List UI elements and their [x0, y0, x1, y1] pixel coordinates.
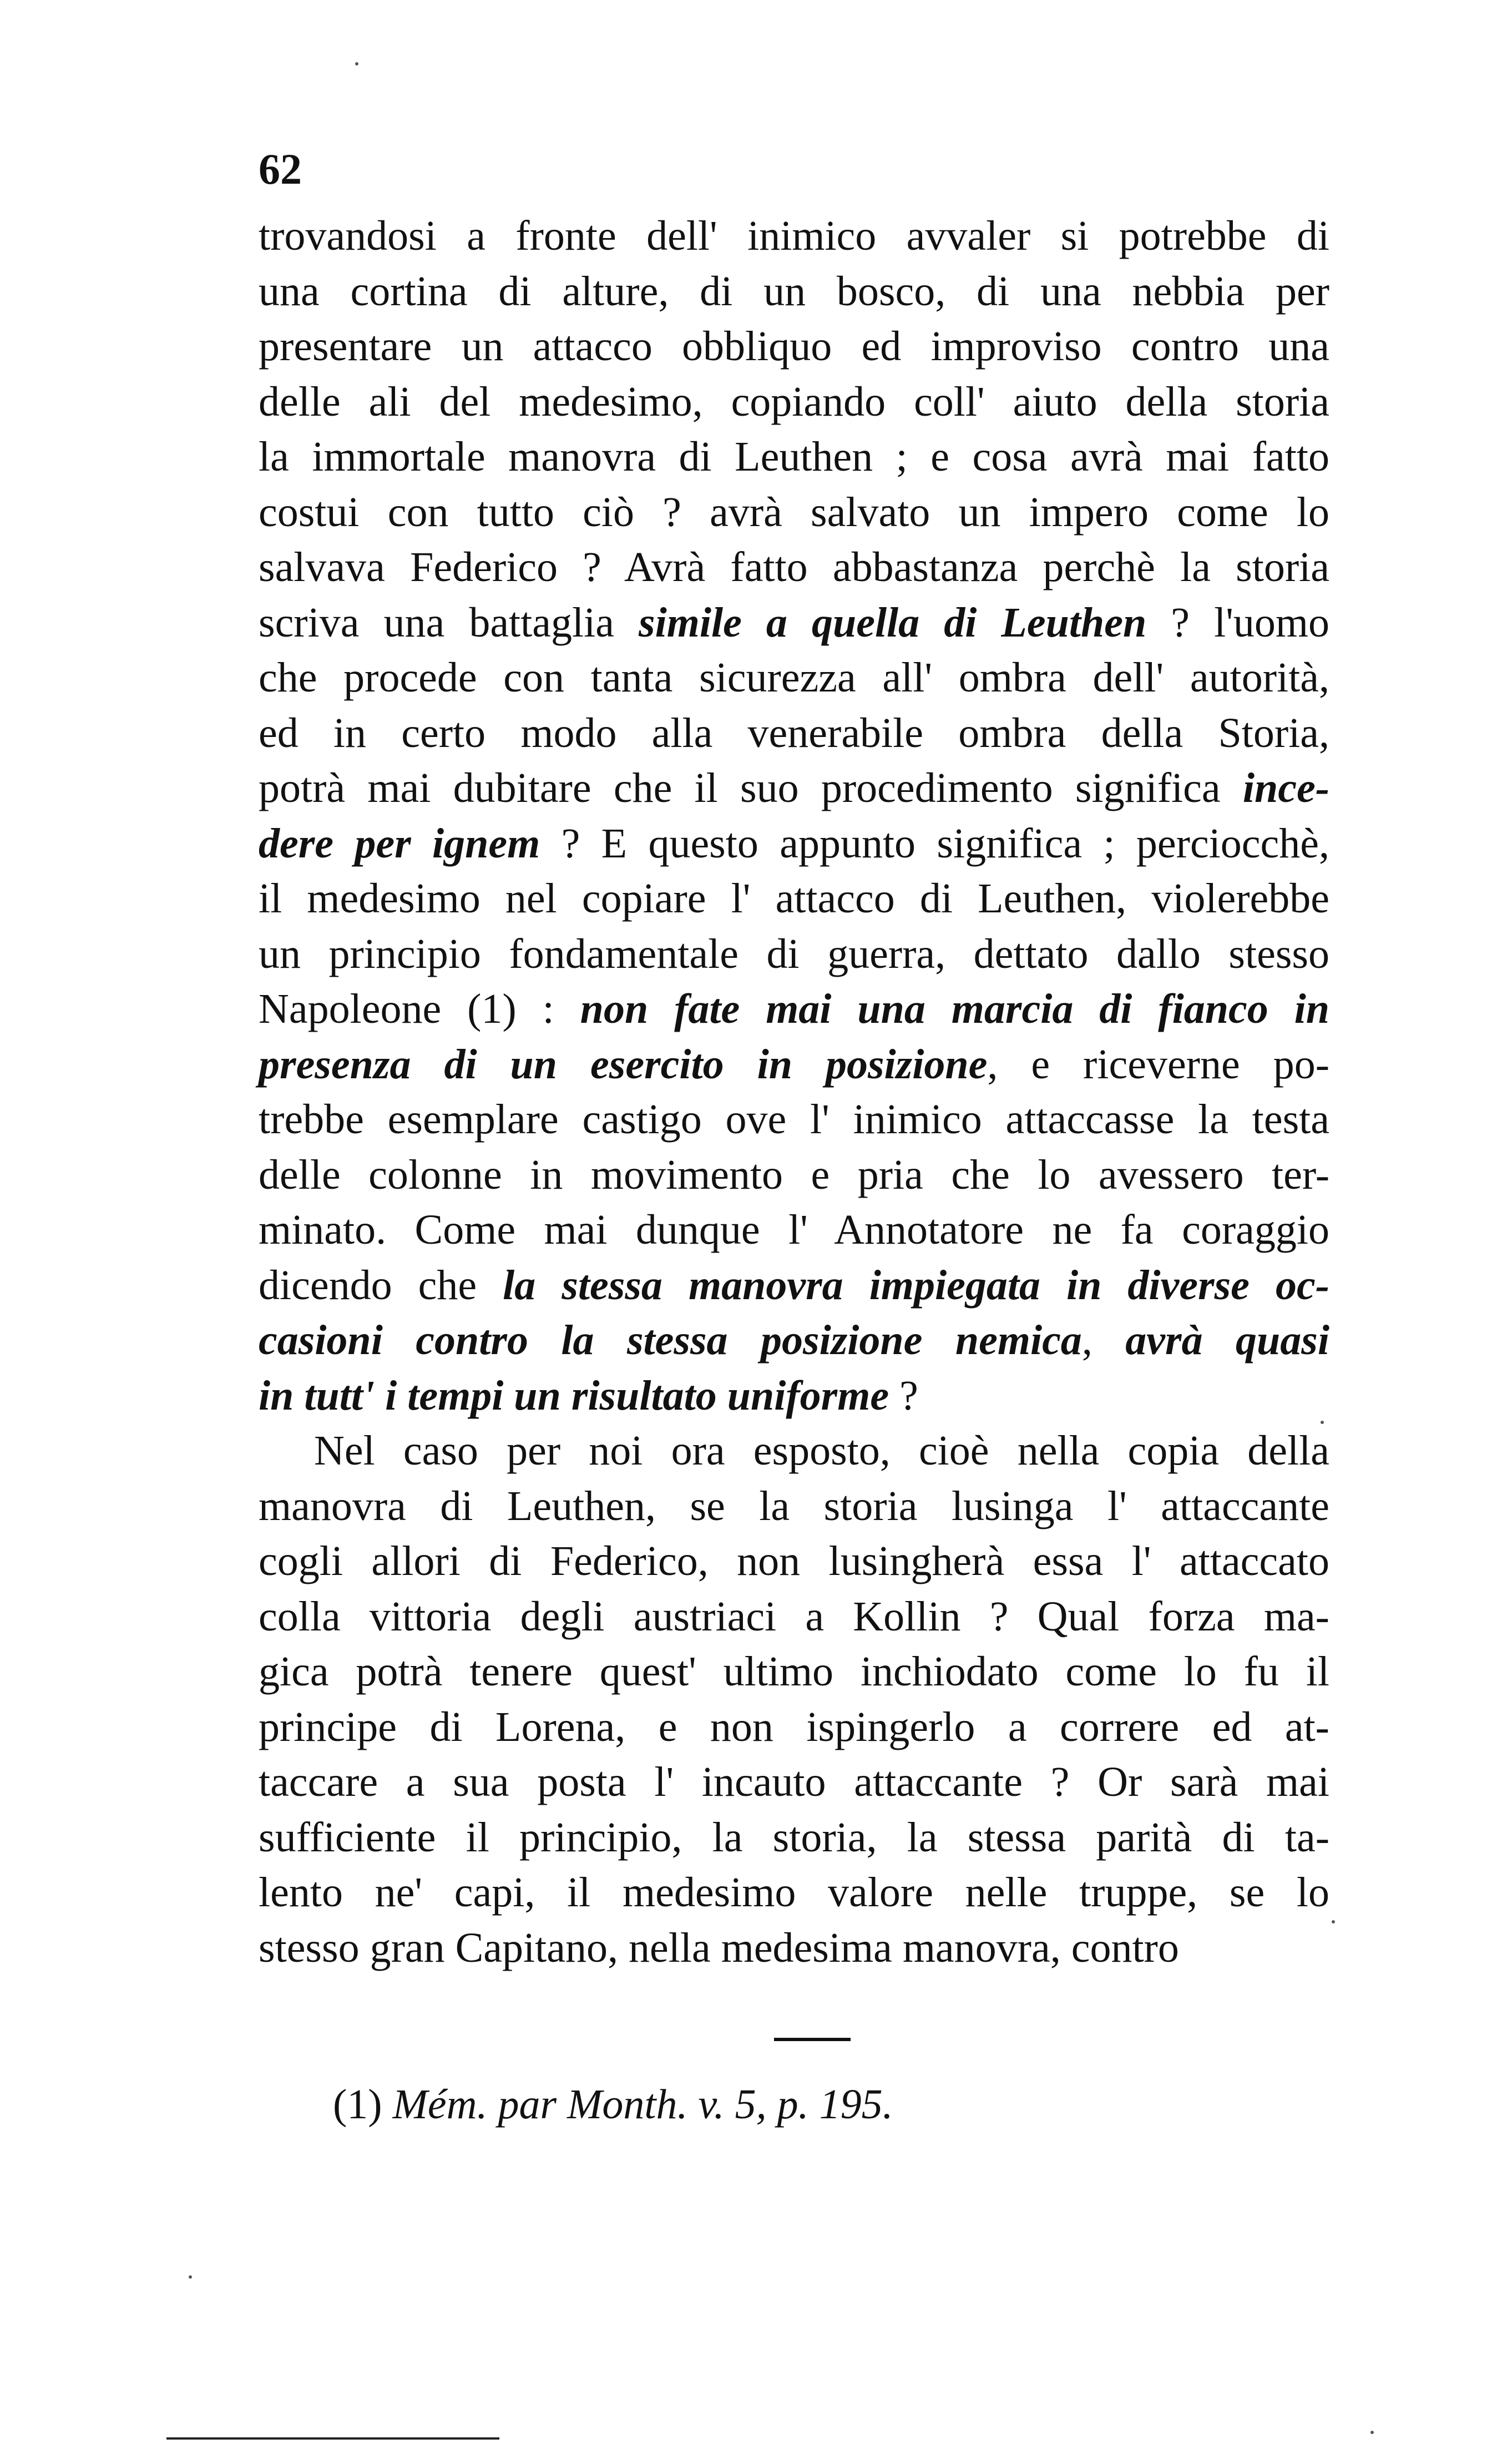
italic-segment: avrà quasi	[1125, 1317, 1329, 1364]
text-line	[259, 485, 1329, 541]
body-text	[259, 209, 1329, 1976]
text-line	[259, 1534, 1329, 1589]
text-line	[259, 761, 1329, 816]
text-line	[259, 595, 1329, 651]
text-segment: minato. Come mai dunque l' Annotatore ne fa coraggio	[259, 1206, 1329, 1253]
text-line	[259, 816, 1329, 872]
text-segment: taccare a sua posta l' incauto attaccante ? Or sarà mai	[259, 1759, 1329, 1805]
text-segment: trovandosi a fronte dell' inimico avvaler si potrebbe di	[259, 213, 1329, 259]
paper-speck	[355, 62, 358, 65]
text-segment: che procede con tanta sicurezza all' ombra dell' autorità,	[259, 654, 1329, 701]
text-line	[259, 375, 1329, 430]
text-line	[259, 1148, 1329, 1203]
text-line	[259, 1313, 1329, 1369]
text-line	[259, 1258, 1329, 1314]
footnote-citation: Mém. par Month. v. 5, p. 195.	[392, 2081, 893, 2128]
text-line	[259, 1479, 1329, 1534]
text-line	[259, 1203, 1329, 1258]
text-line	[259, 1700, 1329, 1755]
paper-speck	[1332, 1920, 1335, 1923]
text-segment: manovra di Leuthen, se la storia lusinga l' attaccante	[259, 1482, 1329, 1529]
text-segment: trebbe esemplare castigo ove l' inimico attaccasse la testa	[259, 1096, 1329, 1143]
text-segment: ? E questo appunto significa ; perciocchè,	[540, 820, 1329, 867]
paper-speck	[189, 2275, 192, 2279]
text-segment: cogli allori di Federico, non lusingherà essa l' attaccato	[259, 1538, 1329, 1584]
text-segment: , e riceverne po-	[987, 1041, 1329, 1088]
italic-segment: casioni contro la stessa posizione nemica	[259, 1317, 1082, 1364]
text-line	[259, 927, 1329, 982]
text-segment: il medesimo nel copiare l' attacco di Leuthen, violerebbe	[259, 875, 1329, 922]
footnote-marker: (1)	[333, 2081, 393, 2128]
italic-segment: simile a quella di Leuthen	[639, 599, 1147, 646]
italic-segment: ince-	[1242, 765, 1329, 811]
text-line	[259, 982, 1329, 1037]
italic-segment: la stessa manovra impiegata in diverse oc-	[503, 1261, 1329, 1309]
text-line	[259, 430, 1329, 485]
italic-segment: presenza di un esercito in posizione	[259, 1041, 988, 1088]
text-segment: gica potrà tenere quest' ultimo inchiodato come lo fu il	[259, 1648, 1329, 1695]
page-number: 62	[259, 145, 302, 193]
text-line	[259, 1921, 1329, 1976]
footnote-separator	[774, 2038, 851, 2041]
footnote	[333, 2081, 893, 2128]
paper-speck	[1370, 2431, 1374, 2434]
text-segment: stesso gran Capitano, nella medesima manovra, contro	[259, 1924, 1179, 1971]
paper-speck	[1321, 1421, 1324, 1424]
text-line	[259, 1092, 1329, 1148]
text-line	[259, 871, 1329, 927]
italic-segment: in tutt' i tempi un risultato uniforme	[259, 1372, 889, 1419]
text-line	[259, 1644, 1329, 1700]
text-segment: potrà mai dubitare che il suo procedimento significa	[259, 765, 1243, 811]
text-segment: una cortina di alture, di un bosco, di una nebbia per	[259, 267, 1329, 315]
text-segment: ed in certo modo alla venerabile ombra della Storia,	[259, 709, 1329, 756]
text-line	[259, 1037, 1329, 1093]
text-segment: salvava Federico ? Avrà fatto abbastanza perchè la storia	[259, 544, 1329, 590]
text-segment: lento ne' capi, il medesimo valore nelle truppe, se lo	[259, 1869, 1329, 1916]
text-line	[259, 1865, 1329, 1921]
italic-segment: non fate mai una marcia di fianco in	[580, 986, 1329, 1032]
text-line	[259, 1755, 1329, 1810]
text-segment: ? l'uomo	[1146, 599, 1329, 646]
text-line	[259, 1589, 1329, 1645]
text-line	[259, 264, 1329, 320]
text-segment: Napoleone (1) :	[259, 986, 580, 1032]
text-segment: scriva una battaglia	[259, 599, 639, 646]
text-segment: ?	[889, 1372, 918, 1419]
text-segment: delle ali del medesimo, copiando coll' aiuto della storia	[259, 378, 1329, 425]
text-segment: la immortale manovra di Leuthen ; e cosa avrà mai fatto	[259, 433, 1329, 480]
text-segment: sufficiente il principio, la storia, la stessa parità di ta-	[259, 1814, 1329, 1861]
text-segment: principe di Lorena, e non ispingerlo a correre ed at-	[259, 1703, 1329, 1750]
text-line	[259, 1810, 1329, 1866]
text-line	[259, 209, 1329, 264]
text-segment: ,	[1081, 1317, 1126, 1364]
text-line	[259, 1423, 1329, 1479]
text-segment: presentare un attacco obbliquo ed improviso contro una	[259, 323, 1329, 370]
text-segment: colla vittoria degli austriaci a Kollin ? Qual forza ma-	[259, 1593, 1329, 1640]
text-segment: costui con tutto ciò ? avrà salvato un impero come lo	[259, 488, 1329, 536]
italic-segment: dere per ignem	[259, 820, 540, 867]
text-line	[259, 319, 1329, 375]
text-segment: dicendo che	[259, 1261, 503, 1309]
text-line	[259, 1369, 1329, 1424]
text-segment: un principio fondamentale di guerra, dettato dallo stesso	[259, 930, 1329, 977]
text-segment: delle colonne in movimento e pria che lo avessero ter-	[259, 1151, 1329, 1198]
text-line	[259, 650, 1329, 706]
text-line	[259, 706, 1329, 761]
text-line	[259, 540, 1329, 595]
text-segment: Nel caso per noi ora esposto, cioè nella copia della	[314, 1427, 1329, 1474]
bottom-edge-line	[166, 2437, 499, 2440]
